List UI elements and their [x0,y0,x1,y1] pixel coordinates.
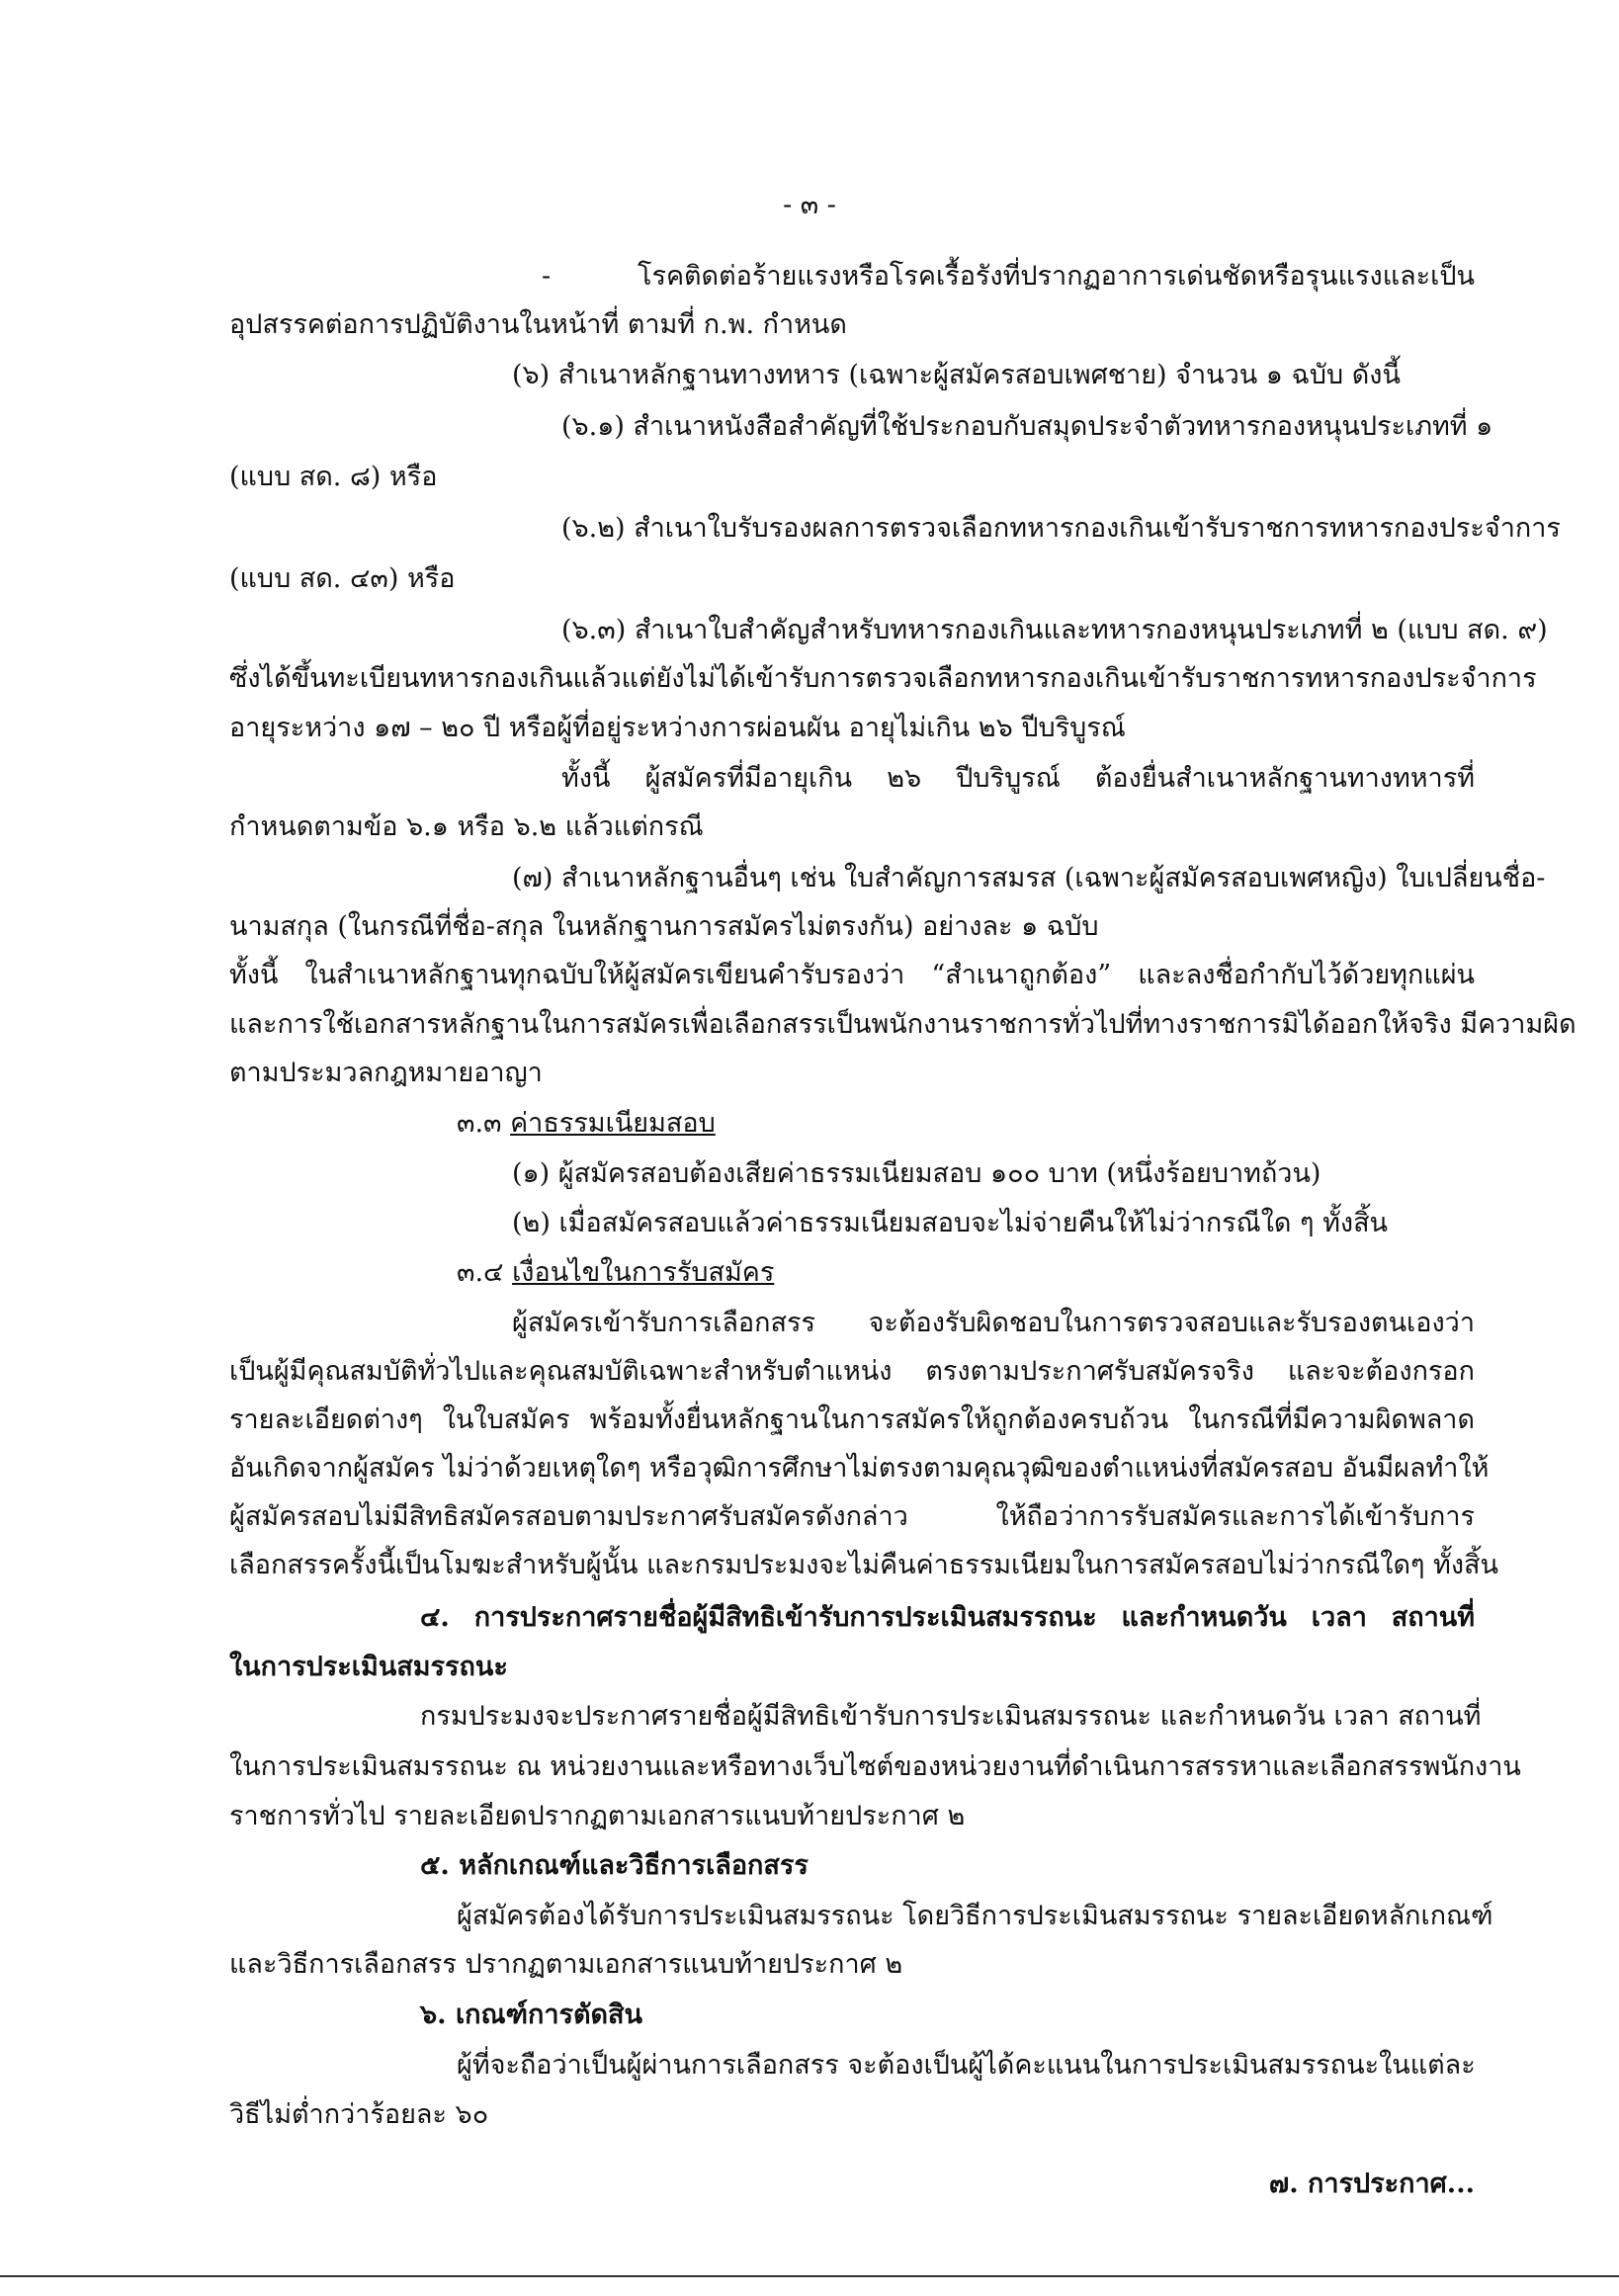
text-line: ทั้งนี้ ในสำเนาหลักฐานทุกฉบับให้ผู้สมัครเขียนคำรับรองว่า “สำเนาถูกต้อง” และลงชื่อกำกับไว้ด้วยทุกแผ่น [229,960,1475,990]
text-line: ผู้สมัครเข้ารับการเลือกสรร จะต้องรับผิดชอบในการตรวจสอบและรับรองตนเองว่า [512,1308,1475,1338]
text-line: (๖.๓) สำเนาใบสำคัญสำหรับทหารกองเกินและทหารกองหนุนประเภทที่ ๒ (แบบ สด. ๙) [561,615,1548,645]
text-line: (๖) สำเนาหลักฐานทางทหาร (เฉพาะผู้สมัครสอบเพศชาย) จำนวน ๑ ฉบับ ดังนี้ [512,360,1401,390]
text-line: (๖.๑) สำเนาหนังสือสำคัญที่ใช้ประกอบกับสมุดประจำตัวทหารกองหนุนประเภทที่ ๑ [561,411,1493,442]
text-line: นามสกุล (ในกรณีที่ชื่อ-สกุล ในหลักฐานการสมัครไม่ตรงกัน) อย่างละ ๑ ฉบับ [229,911,1099,942]
section-heading-5: ๕. หลักเกณฑ์และวิธีการเลือกสรร [420,1850,809,1881]
text-line: (๖.๒) สำเนาใบรับรองผลการตรวจเลือกทหารกองเกินเข้ารับราชการทหารกองประจำการ [561,513,1561,544]
text-line: ในการประเมินสมรรถนะ ณ หน่วยงานและหรือทางเว็บไซต์ของหน่วยงานที่ดำเนินการสรรหาและเลือกสรรพนักงาน [229,1751,1521,1782]
section-title: เงื่อนไขในการรับสมัคร [512,1257,775,1288]
section-number: ๓.๓ [457,1108,511,1139]
text-line: (๗) สำเนาหลักฐานอื่นๆ เช่น ใบสำคัญการสมรส (เฉพาะผู้สมัครสอบเพศหญิง) ใบเปลี่ยนชื่อ- [512,863,1546,893]
text-line: และการใช้เอกสารหลักฐานในการสมัครเพื่อเลือกสรรเป็นพนักงานราชการทั่วไปที่ทางราชการมิได้ออกให้จริง มีความผิด [229,1009,1576,1040]
text-line: ผู้สมัครต้องได้รับการประเมินสมรรถนะ โดยวิธีการประเมินสมรรถนะ รายละเอียดหลักเกณฑ์ [457,1901,1493,1931]
text-line: อายุระหว่าง ๑๗ – ๒๐ ปี หรือผู้ที่อยู่ระหว่างการผ่อนผัน อายุไม่เกิน ๒๖ ปีบริบูรณ์ [229,713,1126,743]
text-line: ตามประมวลกฎหมายอาญา [229,1058,543,1088]
text-line: (แบบ สด. ๘) หรือ [229,462,438,492]
text-line: ผู้ที่จะถือว่าเป็นผู้ผ่านการเลือกสรร จะต้องเป็นผู้ได้คะแนนในการประเมินสมรรถนะในแต่ละ [457,2050,1476,2081]
text-line: - โรคติดต่อร้ายแรงหรือโรคเรื้อรังที่ปรากฏอาการเด่นชัดหรือรุนแรงและเป็น [542,261,1475,292]
text-line: ราชการทั่วไป รายละเอียดปรากฏตามเอกสารแนบท้ายประกาศ ๒ [229,1801,966,1831]
continuation-marker: ๗. การประกาศ... [1268,2168,1475,2199]
text-line: (๑) ผู้สมัครสอบต้องเสียค่าธรรมเนียมสอบ ๑๐๐ บาท (หนึ่งร้อยบาทถ้วน) [512,1158,1321,1189]
section-heading-3-3 [457,1104,716,1144]
text-line: อุปสรรคต่อการปฏิบัติงานในหน้าที่ ตามที่ ก.พ. กำหนด [229,309,847,340]
text-line: เป็นผู้มีคุณสมบัติทั่วไปและคุณสมบัติเฉพาะสำหรับตำแหน่ง ตรงตามประกาศรับสมัครจริง และจะต้องกรอก [229,1356,1475,1387]
page-number: - ๓ - [783,190,836,220]
text-line: ทั้งนี้ ผู้สมัครที่มีอายุเกิน ๒๖ ปีบริบูรณ์ ต้องยื่นสำเนาหลักฐานทางทหารที่ [561,763,1475,794]
bottom-rule [0,2275,1619,2277]
text-line: ผู้สมัครสอบไม่มีสิทธิสมัครสอบตามประกาศรับสมัครดังกล่าว ให้ถือว่าการรับสมัครและการได้เข้ารับการ [229,1501,1475,1532]
text-line: กำหนดตามข้อ ๖.๑ หรือ ๖.๒ แล้วแต่กรณี [229,811,704,842]
text-line: ซึ่งได้ขึ้นทะเบียนทหารกองเกินแล้วแต่ยังไม่ได้เข้ารับการตรวจเลือกทหารกองเกินเข้ารับราชการทหารกองประจำการ [229,663,1537,694]
section-heading-4-cont: ในการประเมินสมรรถนะ [229,1652,508,1682]
section-heading-6: ๖. เกณฑ์การตัดสิน [420,1999,642,2030]
text-line: วิธีไม่ต่ำกว่าร้อยละ ๖๐ [229,2099,489,2130]
section-title: ค่าธรรมเนียมสอบ [510,1108,716,1139]
text-line: เลือกสรรครั้งนี้เป็นโมฆะสำหรับผู้นั้น และกรมประมงจะไม่คืนค่าธรรมเนียมในการสมัครสอบไม่ว่ากรณีใดๆ ทั้งสิ้น [229,1550,1498,1580]
text-line: และวิธีการเลือกสรร ปรากฏตามเอกสารแนบท้ายประกาศ ๒ [229,1949,903,1980]
text-line: รายละเอียดต่างๆ ในใบสมัคร พร้อมทั้งยื่นหลักฐานในการสมัครให้ถูกต้องครบถ้วน ในกรณีที่มีความผิดพลาด [229,1404,1475,1435]
text-line: (แบบ สด. ๔๓) หรือ [229,563,456,594]
section-heading-4: ๔. การประกาศรายชื่อผู้มีสิทธิเข้ารับการประเมินสมรรถนะ และกำหนดวัน เวลา สถานที่ [420,1602,1475,1633]
text-line: อันเกิดจากผู้สมัคร ไม่ว่าด้วยเหตุใดๆ หรือวุฒิการศึกษาไม่ตรงตามคุณวุฒิของตำแหน่งที่สมัครสอบ อันมีผลทำให้ [229,1453,1490,1484]
text-line: กรมประมงจะประกาศรายชื่อผู้มีสิทธิเข้ารับการประเมินสมรรถนะ และกำหนดวัน เวลา สถานที่ [420,1701,1482,1732]
section-heading-3-4 [457,1253,774,1293]
text-line: (๒) เมื่อสมัครสอบแล้วค่าธรรมเนียมสอบจะไม่จ่ายคืนให้ไม่ว่ากรณีใด ๆ ทั้งสิ้น [512,1208,1389,1238]
section-number: ๓.๔ [457,1257,513,1288]
